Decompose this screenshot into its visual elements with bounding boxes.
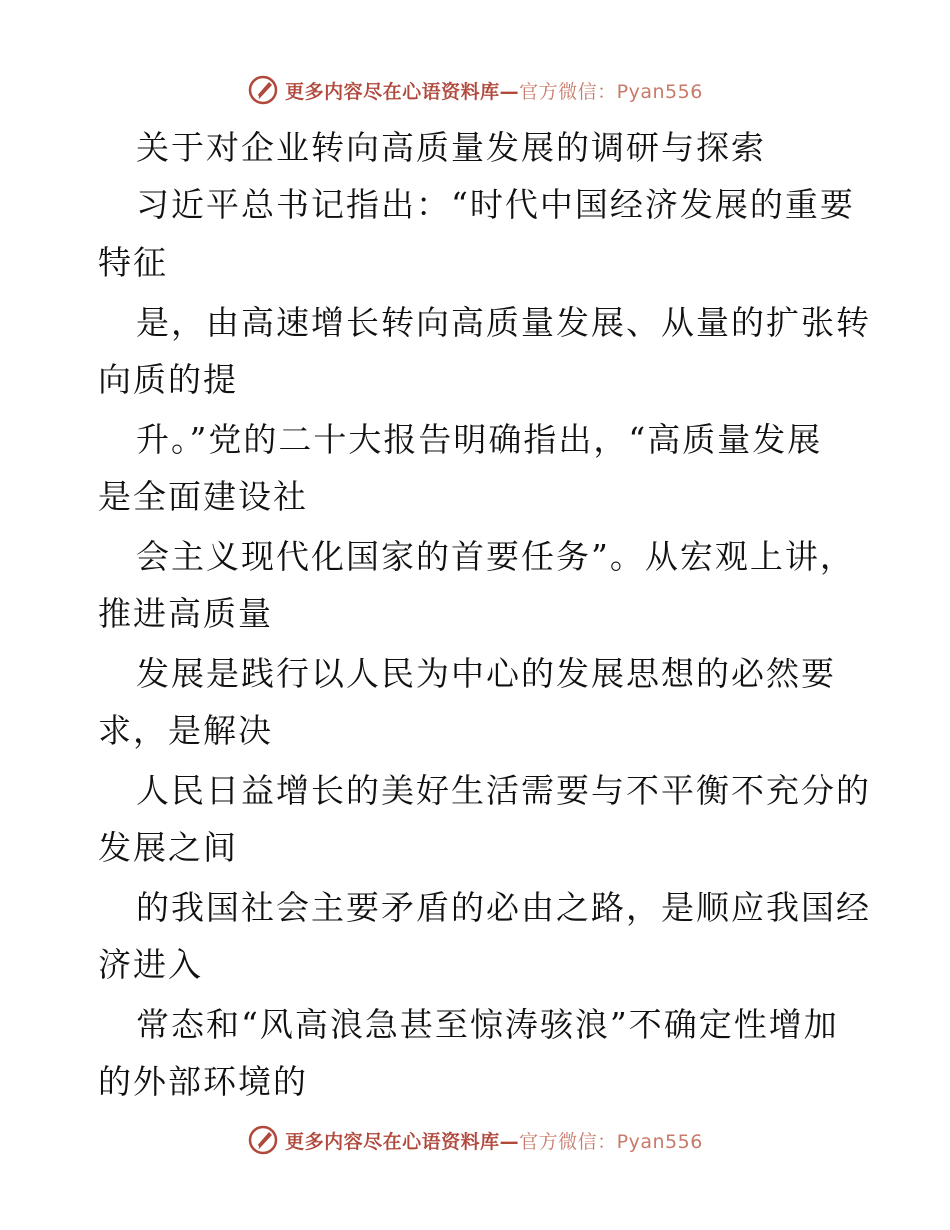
paragraph-line: 习近平总书记指出：“时代中国经济发展的重要 — [136, 185, 855, 224]
paragraph-line: 发展是践行以人民为中心的发展思想的必然要 — [136, 654, 836, 693]
paragraph-line: 特征 — [98, 243, 168, 282]
paragraph-line: 会主义现代化国家的首要任务”。从宏观上讲， — [136, 537, 855, 576]
paragraph-line: 常态和“风高浪急甚至惊涛骇浪”不确定性增加 — [136, 1005, 839, 1044]
paragraph-line: 是全面建设社 — [98, 477, 308, 516]
quill-logo-icon — [247, 1124, 279, 1156]
paragraph-line: 是，由高速增长转向高质量发展、从量的扩张转 — [136, 303, 871, 342]
paragraph-line: 求，是解决 — [98, 711, 273, 750]
footer-banner-text: 更多内容尽在心语资料库— — [285, 1130, 520, 1153]
footer-banner — [0, 1120, 950, 1160]
paragraph-line: 人民日益增长的美好生活需要与不平衡不充分的 — [136, 771, 871, 810]
paragraph-line: 济进入 — [98, 945, 203, 984]
document-title: 关于对企业转向高质量发展的调研与探索 — [136, 128, 766, 167]
paragraph-line: 的我国社会主要矛盾的必由之路，是顺应我国经 — [136, 888, 871, 927]
paragraph-line: 向质的提 — [98, 360, 238, 399]
paragraph-line: 发展之间 — [98, 828, 238, 867]
paragraph-line: 升。”党的二十大报告明确指出，“高质量发展 — [136, 420, 823, 459]
footer-banner-wechat: 官方微信：Pyan556 — [519, 1130, 703, 1153]
paragraph-line: 的外部环境的 — [98, 1062, 308, 1101]
paragraph-line: 推进高质量 — [98, 594, 273, 633]
header-banner-wechat: 官方微信：Pyan556 — [519, 80, 703, 103]
header-banner-text: 更多内容尽在心语资料库— — [285, 80, 520, 103]
